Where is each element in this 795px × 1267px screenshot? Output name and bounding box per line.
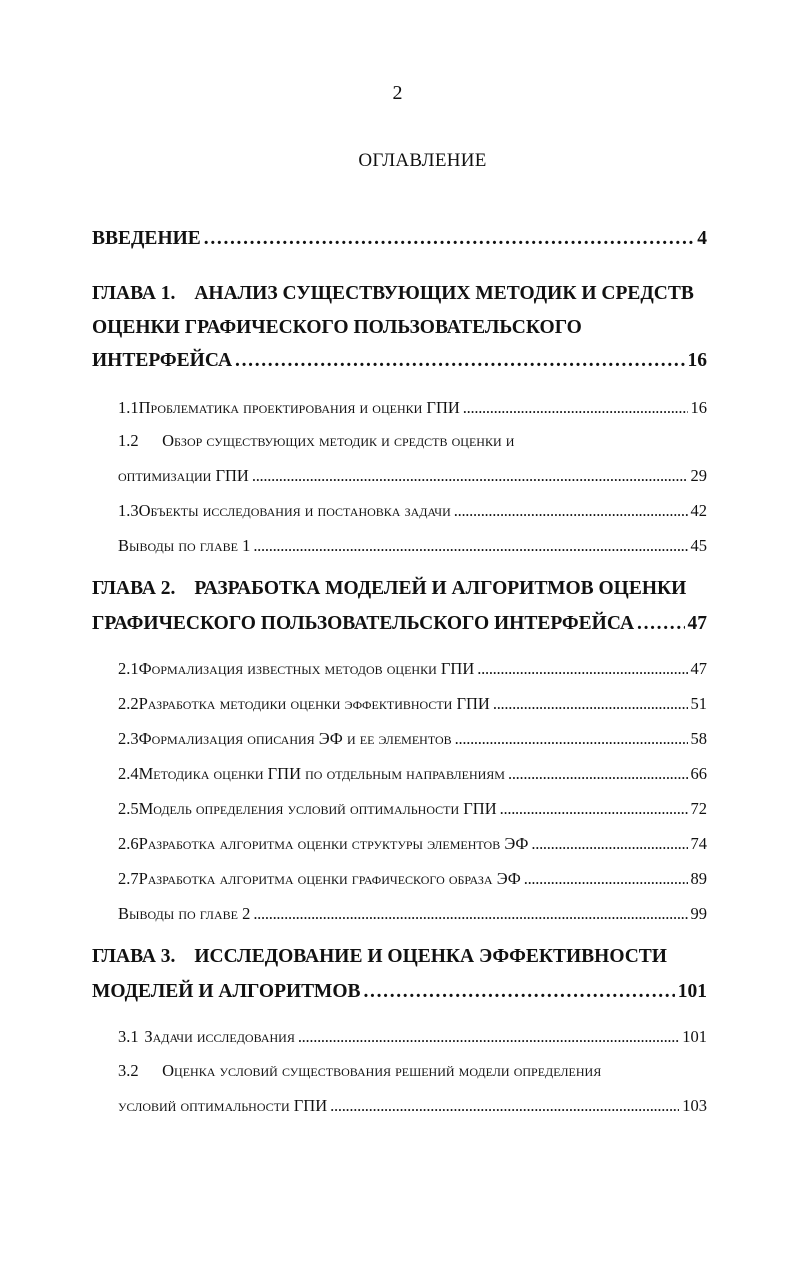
dot-leader [493, 694, 688, 714]
section-title-cont: условий оптимальности ГПИ [118, 1096, 328, 1115]
dot-leader [477, 659, 687, 679]
section-title: Задачи исследования [144, 1027, 295, 1046]
entry-page: 72 [690, 799, 707, 818]
section-number: 2.7 [118, 869, 139, 888]
toc-chapter-1-line-2 [92, 317, 582, 339]
toc-section-2-1[interactable] [118, 659, 707, 679]
toc-section-2-2[interactable] [118, 694, 707, 714]
dot-leader [637, 613, 684, 635]
section-number: 1.2 [118, 431, 139, 450]
toc-section-1-2-line-2[interactable] [118, 466, 707, 486]
section-title: Разработка алгоритма оценки структуры элементов ЭФ [138, 834, 529, 853]
chapter-title: АНАЛИЗ СУЩЕСТВУЮЩИХ МЕТОДИК И СРЕДСТВ [194, 283, 694, 304]
entry-page: 4 [697, 228, 707, 249]
entry-page: 29 [690, 466, 707, 485]
conclusions-title: Выводы по главе 2 [118, 904, 251, 923]
entry-page: 101 [682, 1027, 707, 1046]
chapter-title: ИССЛЕДОВАНИЕ И ОЦЕНКА ЭФФЕКТИВНОСТИ [194, 946, 667, 967]
section-number: 2.2 [118, 694, 139, 713]
section-title: Оценка условий существования решений модели определения [162, 1061, 602, 1080]
dot-leader [524, 869, 688, 889]
dot-leader [235, 350, 684, 372]
section-number: 2.1 [118, 659, 139, 678]
dot-leader [364, 981, 675, 1003]
entry-page: 74 [690, 834, 707, 853]
conclusions-title: Выводы по главе 1 [118, 536, 251, 555]
toc-chapter-1-line-1[interactable] [92, 283, 707, 305]
toc-section-2-4[interactable] [118, 764, 707, 784]
toc-section-2-6[interactable] [118, 834, 707, 854]
entry-page: 101 [677, 981, 707, 1002]
entry-page: 51 [690, 694, 707, 713]
toc-chapter-1-line-3[interactable] [92, 350, 707, 372]
chapter-label: ГЛАВА 1. [92, 283, 176, 304]
chapter-title-cont: ГРАФИЧЕСКОГО ПОЛЬЗОВАТЕЛЬСКОГО ИНТЕРФЕЙСА [92, 613, 635, 634]
dot-leader [330, 1096, 679, 1116]
section-title: Формализация известных методов оценки ГПИ [138, 659, 475, 678]
entry-page: 66 [690, 764, 707, 783]
dot-leader [500, 799, 688, 819]
chapter-title-cont: МОДЕЛЕЙ И АЛГОРИТМОВ [92, 981, 361, 1002]
entry-page: 103 [682, 1096, 707, 1115]
toc-section-1-3[interactable] [118, 501, 707, 521]
chapter-title: РАЗРАБОТКА МОДЕЛЕЙ И АЛГОРИТМОВ ОЦЕНКИ [194, 578, 687, 599]
section-number: 2.6 [118, 834, 139, 853]
section-number: 3.2 [118, 1061, 139, 1080]
section-title: Проблематика проектирования и оценки ГПИ [138, 398, 460, 417]
entry-page: 89 [690, 869, 707, 888]
toc-entry-introduction[interactable] [92, 228, 707, 250]
dot-leader [253, 904, 687, 924]
section-title: Модель определения условий оптимальности ГПИ [138, 799, 497, 818]
section-title: Обзор существующих методик и средств оценки и [162, 431, 515, 450]
dot-leader [531, 834, 687, 854]
toc-chapter-3-line-1[interactable] [92, 946, 667, 968]
toc-chapter-2-line-2[interactable] [92, 613, 707, 635]
entry-title: ВВЕДЕНИЕ [92, 228, 201, 249]
dot-leader [253, 536, 687, 556]
toc-conclusions-1[interactable] [118, 536, 707, 556]
entry-page: 58 [690, 729, 707, 748]
dot-leader [463, 398, 688, 418]
entry-page: 47 [690, 659, 707, 678]
section-number: 1.3 [118, 501, 139, 520]
dot-leader [252, 466, 688, 486]
entry-page: 99 [690, 904, 707, 923]
section-title: Формализация описания ЭФ и ее элементов [138, 729, 452, 748]
dot-leader [204, 228, 694, 250]
entry-page: 16 [690, 398, 707, 417]
chapter-title-cont: ОЦЕНКИ ГРАФИЧЕСКОГО ПОЛЬЗОВАТЕЛЬСКОГО [92, 317, 582, 338]
dot-leader [454, 501, 688, 521]
toc-title: ОГЛАВЛЕНИЕ [358, 150, 487, 171]
entry-page: 45 [690, 536, 707, 555]
chapter-label: ГЛАВА 3. [92, 946, 176, 967]
toc-section-2-3[interactable] [118, 729, 707, 749]
entry-page: 16 [687, 350, 707, 371]
toc-section-3-1[interactable] [118, 1027, 707, 1047]
page-number: 2 [392, 82, 403, 104]
entry-page: 47 [687, 613, 707, 634]
toc-section-3-2-line-2[interactable] [118, 1096, 707, 1116]
chapter-title-cont: ИНТЕРФЕЙСА [92, 350, 233, 371]
entry-page: 42 [690, 501, 707, 520]
toc-conclusions-2[interactable] [118, 904, 707, 924]
section-title: Методика оценки ГПИ по отдельным направлениям [138, 764, 505, 783]
section-number: 3.1 [118, 1027, 139, 1046]
toc-chapter-2-line-1[interactable] [92, 578, 686, 600]
toc-chapter-3-line-2[interactable] [92, 981, 707, 1003]
chapter-label: ГЛАВА 2. [92, 578, 176, 599]
section-number: 1.1 [118, 398, 139, 417]
section-title: Разработка алгоритма оценки графического образа ЭФ [138, 869, 521, 888]
section-number: 2.3 [118, 729, 139, 748]
dot-leader [298, 1027, 679, 1047]
section-number: 2.5 [118, 799, 139, 818]
section-title-cont: оптимизации ГПИ [118, 466, 249, 485]
toc-section-1-1[interactable] [118, 398, 707, 418]
section-number: 2.4 [118, 764, 139, 783]
toc-section-1-2-line-1[interactable] [118, 431, 707, 451]
toc-section-2-7[interactable] [118, 869, 707, 889]
toc-section-2-5[interactable] [118, 799, 707, 819]
dot-leader [455, 729, 688, 749]
toc-section-3-2-line-1[interactable] [118, 1061, 601, 1081]
section-title: Разработка методики оценки эффективности ГПИ [138, 694, 490, 713]
dot-leader [508, 764, 688, 784]
section-title: Объекты исследования и постановка задачи [138, 501, 451, 520]
